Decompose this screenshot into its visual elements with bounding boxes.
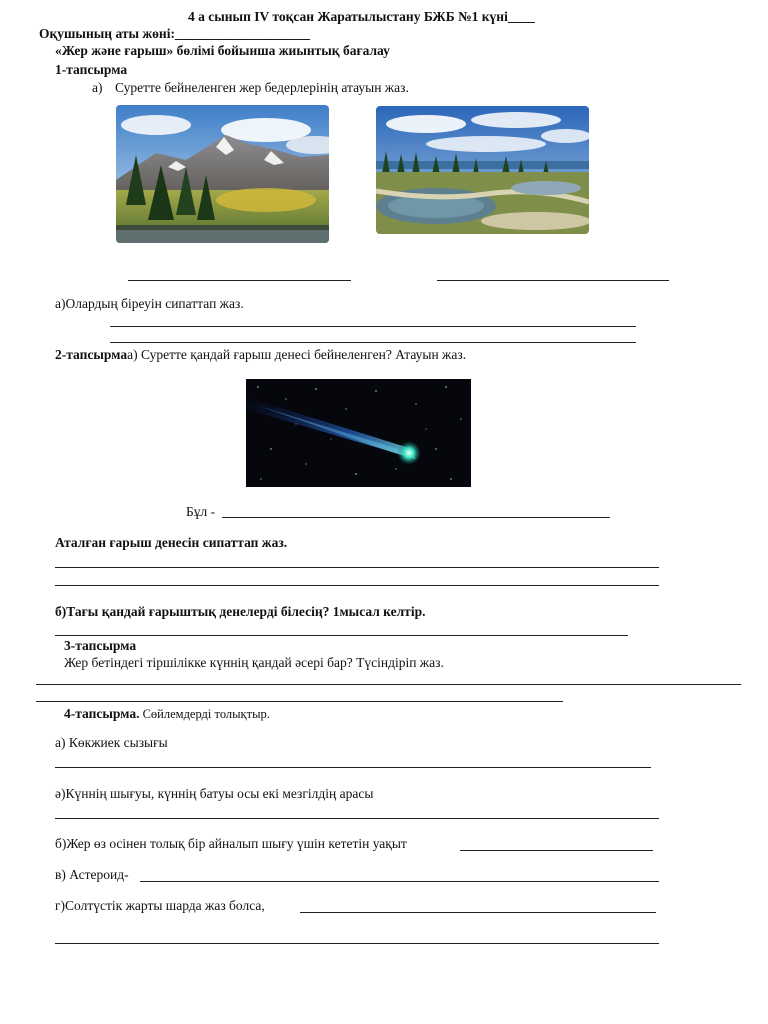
task4-item-b-line[interactable] — [460, 850, 653, 851]
task2-describe-prompt: Аталған ғарыш денесін сипаттап жаз. — [55, 535, 288, 550]
task2-heading: 2-тапсырма — [55, 347, 128, 362]
task4-item-b: б)Жер өз осінен толық бір айналып шығу үшін кететін уақыт — [55, 836, 407, 851]
task2-question-a: а) Суретте қандай ғарыш денесі бейнеленген? Атауын жаз. — [127, 347, 467, 362]
task3-question: Жер бетіндегі тіршілікке күннің қандай әсері бар? Түсіндіріп жаз. — [64, 655, 444, 670]
task3-answer-line-2[interactable] — [36, 701, 563, 702]
page-title: 4 а сынып IV тоқсан Жаратылыстану БЖБ №1 күні____ — [188, 9, 535, 24]
assessment-subtitle: «Жер және ғарыш» бөлімі бойынша жиынтық бағалау — [55, 43, 390, 58]
task2-answer-line[interactable] — [222, 517, 610, 518]
task1-heading: 1-тапсырма — [55, 62, 128, 77]
task2-question-a-row — [55, 347, 466, 363]
task4-item-g-line-2[interactable] — [55, 943, 659, 944]
task2-question-b-line[interactable] — [55, 635, 628, 636]
task4-item-v-line[interactable] — [140, 881, 659, 882]
task1-answer-line-left[interactable] — [128, 280, 351, 281]
task1-describe-line-1[interactable] — [110, 326, 636, 327]
task1-answer-line-right[interactable] — [437, 280, 669, 281]
task4-instruction: Сөйлемдерді толықтыр. — [139, 707, 270, 721]
task3-answer-line-1[interactable] — [36, 684, 741, 685]
task3-heading: 3-тапсырма — [64, 638, 137, 653]
comet-image — [246, 379, 471, 487]
task4-heading-row — [64, 706, 270, 722]
student-name-label: Оқушының аты жөні:____________________ — [39, 26, 310, 41]
task4-item-v: в) Астероид- — [55, 867, 129, 882]
task2-describe-line-2[interactable] — [55, 585, 659, 586]
task1-describe-line-2[interactable] — [110, 342, 636, 343]
task2-describe-line-1[interactable] — [55, 567, 659, 568]
mountain-landscape-image — [116, 105, 329, 243]
task2-answer-prefix: Бұл - — [186, 504, 216, 519]
task4-item-ae-line[interactable] — [55, 818, 659, 819]
task2-question-b: б)Тағы қандай ғарыштық денелерді білесің? 1мысал келтір. — [55, 604, 426, 619]
plain-lake-landscape-image — [376, 106, 589, 234]
task1-item-a-marker: а) — [92, 80, 103, 95]
task1-describe-prompt: а)Олардың біреуін сипаттап жаз. — [55, 296, 244, 311]
task4-heading: 4-тапсырма. — [64, 706, 140, 721]
task4-item-g-line[interactable] — [300, 912, 656, 913]
task4-item-ae: ә)Күннің шығуы, күннің батуы осы екі мезгілдің арасы — [55, 786, 374, 801]
task4-item-a: а) Көкжиек сызығы — [55, 735, 168, 750]
task1-item-a-text: Суретте бейнеленген жер бедерлерінің атауын жаз. — [115, 80, 409, 95]
task4-item-a-line[interactable] — [55, 767, 651, 768]
task4-item-g: г)Солтүстік жарты шарда жаз болса, — [55, 898, 265, 913]
